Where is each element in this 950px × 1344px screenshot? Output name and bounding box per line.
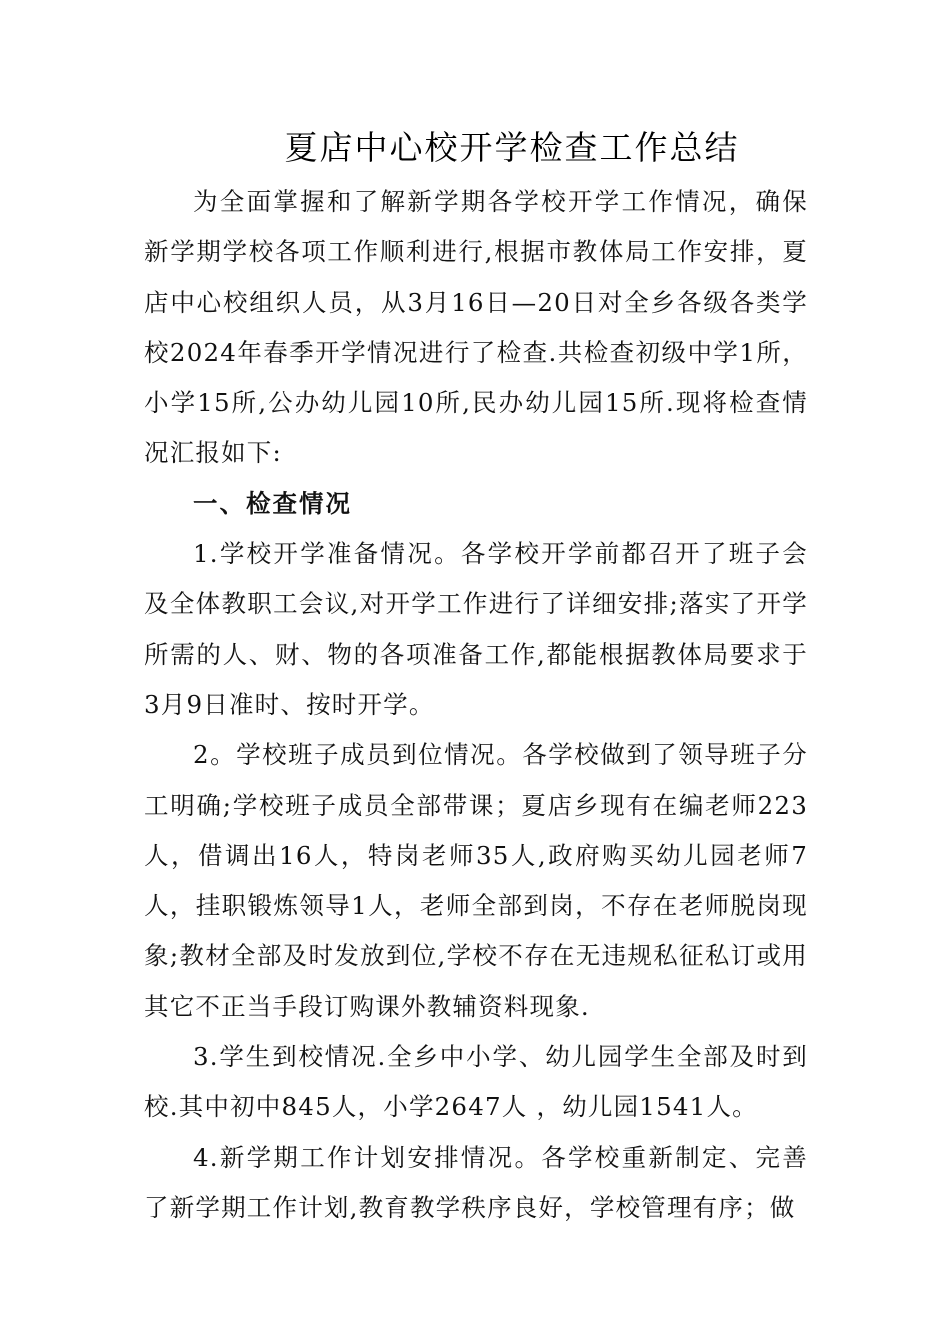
document-body [144,177,808,1233]
section-heading: 一、检查情况 [193,488,352,518]
intro-paragraph: 为全面掌握和了解新学期各学校开学工作情况，确保新学期学校各项工作顺利进行,根据市教体局工作安排，夏店中心校组织人员，从3月16日—20日对全乡各级各类学校2024年春季开学情况进行了检查.共检查初级中学1所，小学15所,公办幼儿园10所,民办幼儿园15所.现将检查情况汇报如下: [144,187,808,468]
item-paragraph-1: 1.学校开学准备情况。各学校开学前都召开了班子会及全体教职工会议,对开学工作进行了详细安排;落实了开学所需的人、财、物的各项准备工作,都能根据教体局要求于3月9日准时、按时开学。 [144,539,808,719]
document-title: 夏店中心校开学检查工作总结 [284,128,740,167]
item-paragraph-2: 2。学校班子成员到位情况。各学校做到了领导班子分工明确;学校班子成员全部带课；夏店乡现有在编老师223人，借调出16人，特岗老师35人,政府购买幼儿园老师7人，挂职锻炼领导1人，老师全部到岗，不存在老师脱岗现象;教材全部及时发放到位,学校不存在无违规私征私订或用其它不正当手段订购课外教辅资料现象. [144,740,808,1021]
item-paragraph-3: 3.学生到校情况.全乡中小学、幼儿园学生全部及时到校.其中初中845人，小学2647人 ，幼儿园1541人。 [144,1042,808,1122]
item-paragraph-4: 4.新学期工作计划安排情况。各学校重新制定、完善了新学期工作计划,教育教学秩序良好，学校管理有序；做 [144,1142,808,1222]
